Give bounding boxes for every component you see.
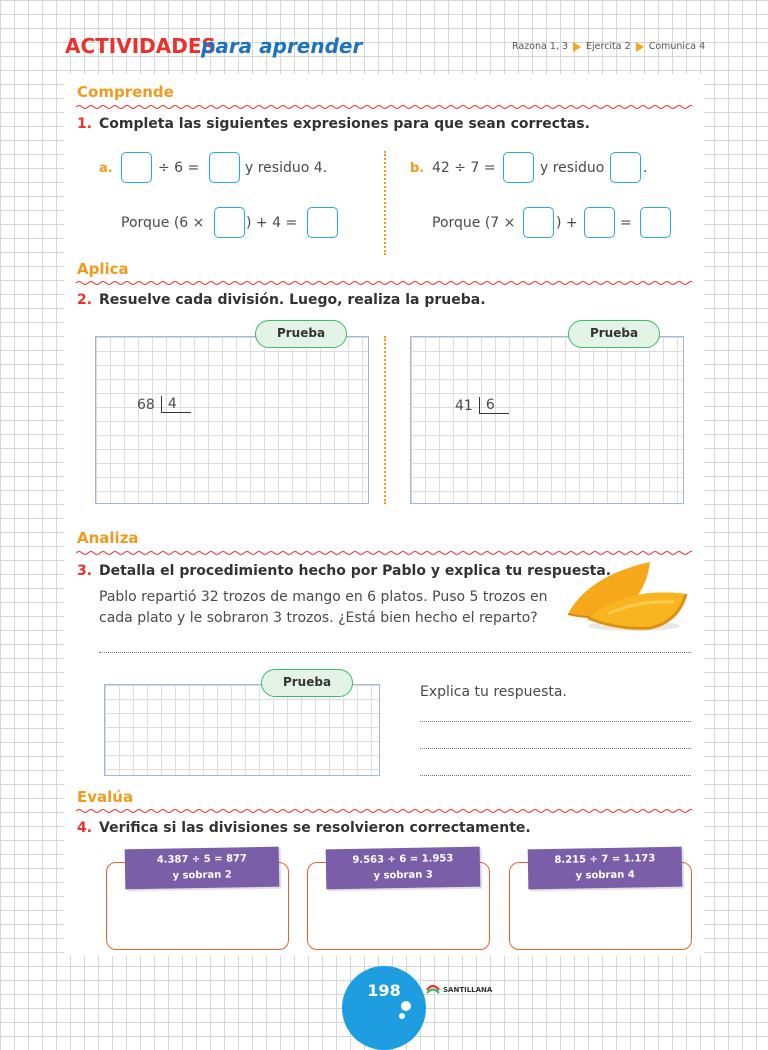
publisher-logo: [426, 984, 492, 996]
q1a-residuo-text: y residuo 4.: [245, 160, 328, 176]
q3-story-line-1: Pablo repartió 32 trozos de mango en 6 platos. Puso 5 trozos en: [99, 589, 548, 605]
splash-icon: [396, 998, 416, 1024]
division-1-dividend: 68: [137, 397, 155, 413]
triangle-icon: [636, 42, 644, 52]
division-2: [455, 397, 509, 414]
section-evalua: Evalúa: [77, 788, 134, 806]
explain-line-1[interactable]: [420, 721, 691, 722]
division-card-2-line1: 9.563 ÷ 6 = 1.953: [352, 853, 454, 866]
division-card-3-line2: y sobran 4: [575, 869, 635, 882]
q1b-label: b.: [410, 161, 425, 176]
triangle-icon: [573, 42, 581, 52]
q1a-operation: ÷ 6 =: [158, 160, 200, 176]
division-card-3-line1: 8.215 ÷ 7 = 1.173: [554, 853, 656, 866]
q1b-residuo-box[interactable]: [610, 152, 641, 183]
prueba-label-2: Prueba: [568, 320, 660, 348]
q2-number: 2.: [77, 292, 93, 308]
q1a-plus-text: ) + 4 =: [246, 215, 298, 231]
mango-slices-image: [558, 556, 690, 634]
q1b-porque-text: Porque (7 ×: [432, 215, 516, 231]
q1b-porque-box-3[interactable]: [640, 207, 671, 238]
section-analiza: Analiza: [77, 529, 139, 547]
section-aplica: Aplica: [77, 260, 129, 278]
explain-line-2[interactable]: [420, 748, 691, 749]
competencias-bar: [512, 41, 705, 52]
answer-line[interactable]: [99, 652, 691, 653]
publisher-name: SANTILLANA: [443, 986, 493, 994]
division-1-divisor: 4: [161, 396, 191, 413]
explain-line-3[interactable]: [420, 775, 691, 776]
q1b-expression: 42 ÷ 7 =: [432, 160, 496, 176]
competencia-ejercita: Ejercita 2: [586, 41, 631, 52]
q1b-quotient-box[interactable]: [503, 152, 534, 183]
q1b-plus-text: ) +: [556, 215, 578, 231]
q3-story-line-2: cada plato y le sobraron 3 trozos. ¿Está bien hecho el reparto?: [99, 610, 538, 626]
q1b-period: .: [643, 160, 648, 176]
division-card-2-line2: y sobran 3: [373, 869, 433, 882]
q1a-porque-box-2[interactable]: [307, 207, 338, 238]
prueba-workspace-q3[interactable]: [104, 684, 380, 776]
santillana-logo-icon: [426, 984, 440, 996]
division-card-1: [125, 847, 280, 890]
q4-number: 4.: [77, 820, 93, 836]
q1a-label: a.: [99, 161, 113, 176]
division-2-dividend: 41: [455, 398, 473, 414]
q1a-porque-text: Porque (6 ×: [121, 215, 205, 231]
q1a-porque-box-1[interactable]: [214, 207, 245, 238]
division-workspace-1[interactable]: [95, 336, 369, 504]
q2-text: Resuelve cada división. Luego, realiza la prueba.: [99, 292, 486, 308]
division-1: [137, 396, 191, 413]
title-activities: ACTIVIDADES: [65, 34, 216, 58]
q3-text: Detalla el procedimiento hecho por Pablo y explica tu respuesta.: [99, 563, 612, 579]
prueba-label-3: Prueba: [261, 669, 353, 697]
dotted-separator: [384, 151, 386, 255]
page-number: 198: [367, 981, 401, 1000]
division-card-2: [326, 847, 481, 890]
competencia-razona: Razona 1, 3: [512, 41, 569, 52]
q1-text: Completa las siguientes expresiones para que sean correctas.: [99, 116, 590, 132]
q1b-residuo-text: y residuo: [540, 160, 605, 176]
dotted-separator: [384, 336, 386, 504]
explica-label: Explica tu respuesta.: [420, 684, 567, 700]
q1b-porque-box-2[interactable]: [584, 207, 615, 238]
competencia-comunica: Comunica 4: [648, 41, 706, 52]
section-comprende: Comprende: [77, 83, 174, 101]
prueba-label-1: Prueba: [255, 320, 347, 348]
q1a-dividend-box[interactable]: [121, 152, 152, 183]
q1b-equals-text: =: [620, 215, 632, 231]
division-card-1-line2: y sobran 2: [172, 869, 232, 882]
division-card-1-line1: 4.387 ÷ 5 = 877: [156, 853, 248, 866]
division-card-3: [528, 847, 683, 890]
q1-number: 1.: [77, 116, 93, 132]
wavy-divider: [76, 280, 692, 286]
division-2-divisor: 6: [479, 397, 509, 414]
q4-text: Verifica si las divisiones se resolvieron correctamente.: [99, 820, 531, 836]
wavy-divider: [76, 808, 692, 814]
q1a-quotient-box[interactable]: [209, 152, 240, 183]
q1b-porque-box-1[interactable]: [523, 207, 554, 238]
division-workspace-2[interactable]: [410, 336, 684, 504]
title-para-aprender: para aprender: [201, 34, 363, 58]
wavy-divider: [76, 104, 692, 110]
q3-number: 3.: [77, 563, 93, 579]
